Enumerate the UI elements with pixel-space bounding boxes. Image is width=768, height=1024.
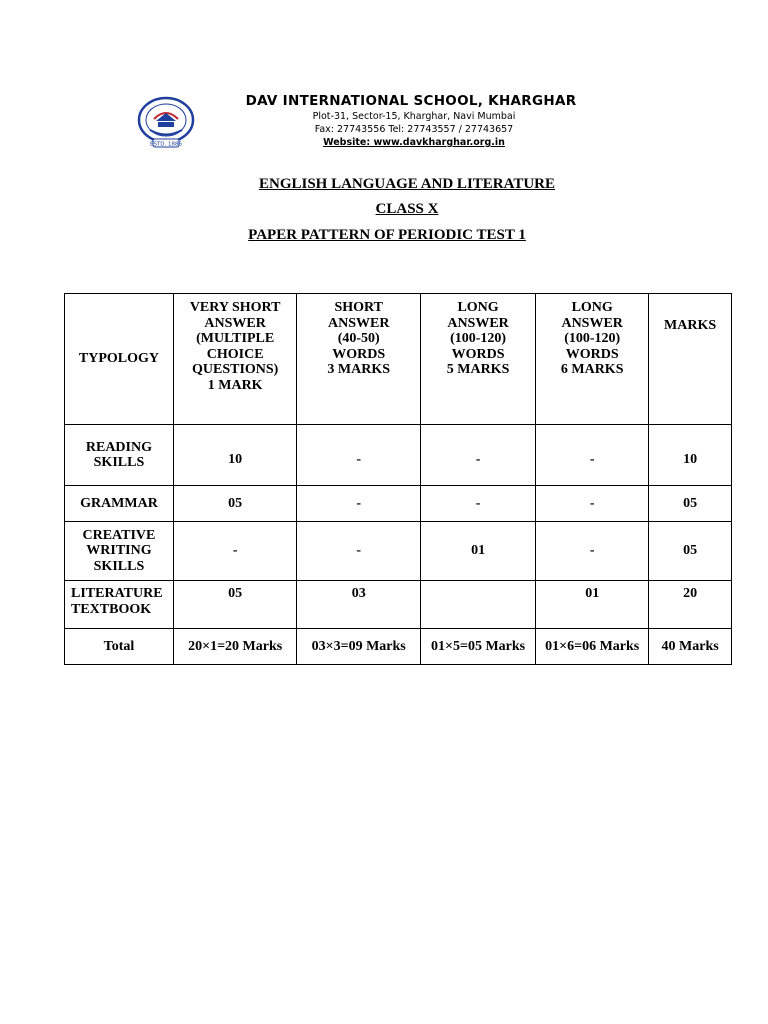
- row-label-grammar: GRAMMAR: [65, 486, 174, 522]
- table-cell: 01×5=05 Marks: [420, 629, 535, 665]
- table-row: [65, 522, 732, 581]
- class-heading: CLASS X: [375, 201, 439, 217]
- table-cell: 01: [536, 581, 649, 629]
- letterhead: [136, 92, 596, 152]
- table-cell: -: [297, 486, 421, 522]
- table-row: [65, 486, 732, 522]
- header-short-answer: SHORT ANSWER (40-50) WORDS 3 MARKS: [297, 294, 421, 425]
- table-cell: 10: [173, 425, 297, 486]
- subject-heading: ENGLISH LANGUAGE AND LITERATURE: [258, 176, 556, 192]
- row-label-literature-textbook: LITERATURE TEXTBOOK: [65, 581, 174, 629]
- table-cell: -: [297, 522, 421, 581]
- table-cell: -: [173, 522, 297, 581]
- table-cell: 05: [173, 486, 297, 522]
- school-name: DAV INTERNATIONAL SCHOOL, KHARGHAR: [245, 93, 577, 109]
- school-logo: [136, 95, 196, 149]
- school-website: Website: www.davkharghar.org.in: [323, 137, 505, 148]
- table-cell: 03: [297, 581, 421, 629]
- table-cell: -: [420, 425, 535, 486]
- table-cell: -: [297, 425, 421, 486]
- table-cell: -: [536, 522, 649, 581]
- paper-pattern-table: [64, 293, 732, 665]
- table-cell: [420, 581, 535, 629]
- table-cell: 05: [649, 522, 732, 581]
- table-cell: 01: [420, 522, 535, 581]
- row-label-creative-writing-skills: CREATIVE WRITING SKILLS: [65, 522, 174, 581]
- school-contact: Fax: 27743556 Tel: 27743557 / 27743657: [314, 124, 514, 135]
- header-long-answer-6: LONG ANSWER (100-120) WORDS 6 MARKS: [536, 294, 649, 425]
- table-cell: -: [536, 486, 649, 522]
- school-info: [234, 92, 594, 149]
- paper-title: PAPER PATTERN OF PERIODIC TEST 1: [248, 227, 526, 243]
- row-label-total: Total: [65, 629, 174, 665]
- header-typology: TYPOLOGY: [65, 294, 174, 425]
- table-cell: 03×3=09 Marks: [297, 629, 421, 665]
- table-cell: 40 Marks: [649, 629, 732, 665]
- table-header-row: [65, 294, 732, 425]
- table-row: [65, 425, 732, 486]
- header-very-short-answer: VERY SHORT ANSWER (MULTIPLE CHOICE QUESTIONS) 1 MARK: [173, 294, 297, 425]
- table-cell: 10: [649, 425, 732, 486]
- table-cell: -: [420, 486, 535, 522]
- table-row: [65, 581, 732, 629]
- header-marks: MARKS: [649, 294, 732, 425]
- school-address: Plot-31, Sector-15, Kharghar, Navi Mumbai: [312, 111, 516, 122]
- table-cell: 20×1=20 Marks: [173, 629, 297, 665]
- row-label-reading-skills: READING SKILLS: [65, 425, 174, 486]
- header-long-answer-5: LONG ANSWER (100-120) WORDS 5 MARKS: [420, 294, 535, 425]
- table-row-total: [65, 629, 732, 665]
- table-cell: 05: [649, 486, 732, 522]
- logo-estd-text: ESTD. 1886: [149, 141, 183, 148]
- table-cell: -: [536, 425, 649, 486]
- table-cell: 05: [173, 581, 297, 629]
- table-cell: 01×6=06 Marks: [536, 629, 649, 665]
- table-cell: 20: [649, 581, 732, 629]
